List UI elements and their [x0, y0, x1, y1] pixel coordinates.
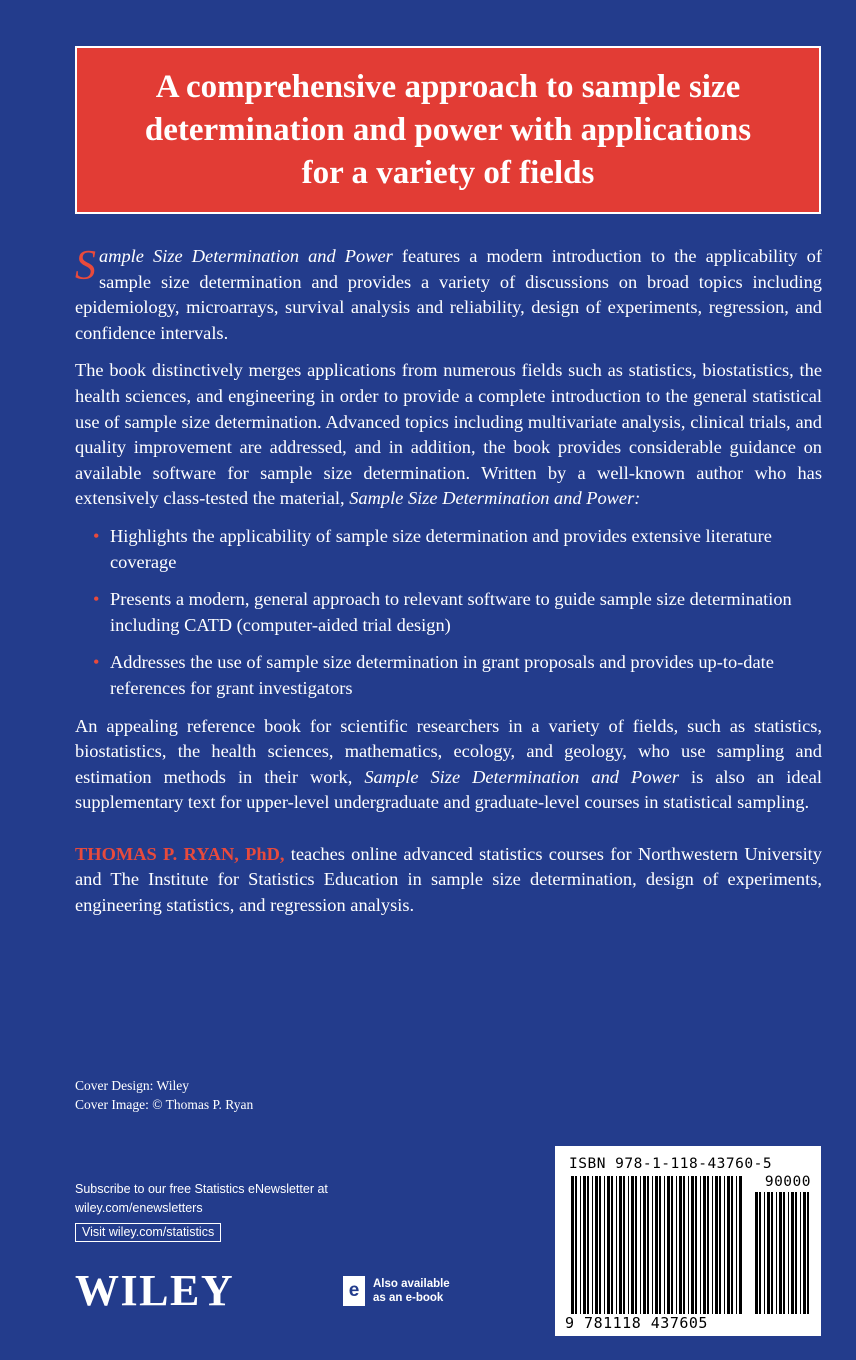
author-bio: teaches online advanced statistics courses for Northwestern University and The Institute for Statistics Education in sample size determination, design of experiments, engineering statistics, and regression analysis.	[75, 843, 822, 916]
barcode-bar	[719, 1176, 721, 1314]
list-item-text: Presents a modern, general approach to relevant software to guide sample size determination including CATD (computer-aided trial design)	[110, 589, 792, 635]
list-item	[93, 524, 822, 575]
barcode-bar	[759, 1192, 761, 1314]
barcode-bar	[599, 1176, 601, 1314]
barcode-bar	[655, 1176, 658, 1314]
barcode-bar	[671, 1176, 673, 1314]
barcode-bar	[795, 1192, 797, 1314]
merge-text: The book distinctively merges applications from numerous fields such as statistics, biostatistics, the health sciences, and engineering in order to provide a complete introduction to the general statistical use of sample size determination. Advanced topics including multivariate analysis, clinical trials, and quality improvement are addressed, and in addition, the book provides considerable guidance on available software for sample size determination. Written by a well-known author who has extensively class-tested the material,	[75, 360, 822, 509]
newsletter-link[interactable]: wiley.com/enewsletters	[75, 1201, 203, 1215]
barcode-bar	[727, 1176, 730, 1314]
barcode-addon-icon	[755, 1192, 813, 1314]
description-body	[75, 244, 822, 931]
barcode-main-icon	[571, 1176, 743, 1314]
barcode-bar	[771, 1192, 773, 1314]
barcode-bar	[803, 1192, 806, 1314]
ean-digits: 9 781118 437605	[565, 1314, 708, 1332]
intro-text: features a modern introduction to the applicability of sample size determination and provides a variety of discussions on broad topics including epidemiology, microarrays, survival analysis and reliability, design of experiments, regression, and confidence intervals.	[75, 246, 822, 343]
barcode-bar	[707, 1176, 709, 1314]
barcode-bar	[731, 1176, 733, 1314]
headline-text	[98, 66, 798, 195]
list-item-text: Addresses the use of sample size determination in grant proposals and provides up-to-date references for grant investigators	[110, 652, 774, 698]
isbn-text: ISBN 978-1-118-43760-5	[569, 1156, 773, 1172]
barcode-bar	[623, 1176, 625, 1314]
barcode-bar	[647, 1176, 649, 1314]
barcode-bar	[691, 1176, 694, 1314]
barcode-bar	[779, 1192, 782, 1314]
ebook-badge	[343, 1276, 450, 1306]
barcode-bar	[683, 1176, 685, 1314]
barcode-bar	[643, 1176, 646, 1314]
barcode-bar	[659, 1176, 661, 1314]
list-item-text: Highlights the applicability of sample size determination and provides extensive literature coverage	[110, 525, 772, 572]
cover-design-credit: Cover Design: Wiley	[75, 1078, 189, 1093]
barcode-bar	[619, 1176, 622, 1314]
barcode-bar	[776, 1192, 777, 1314]
barcode-bar	[595, 1176, 598, 1314]
headline-line: A comprehensive approach to sample size	[155, 68, 741, 105]
barcode-bar	[712, 1176, 713, 1314]
barcode-bar	[611, 1176, 613, 1314]
barcode-bar	[724, 1176, 725, 1314]
barcode-bar	[800, 1192, 801, 1314]
barcode-bar	[592, 1176, 593, 1314]
barcode-bar	[571, 1176, 574, 1314]
barcode-bar	[667, 1176, 670, 1314]
appeal-text: An appealing reference book for scientific researchers in a variety of fields, such as statistics, biostatistics, the health sciences, mathematics, ecology, and geology, who use sampling and estimation methods in their work,	[75, 715, 822, 787]
barcode-bar	[640, 1176, 641, 1314]
barcode-bar	[580, 1176, 581, 1314]
barcode-bar	[616, 1176, 617, 1314]
barcode-bar	[676, 1176, 677, 1314]
ebook-icon: e	[343, 1276, 365, 1306]
barcode-bar	[688, 1176, 689, 1314]
barcode-panel	[555, 1146, 821, 1336]
barcode-bar	[783, 1192, 785, 1314]
barcode-bar	[631, 1176, 634, 1314]
barcode-bar	[652, 1176, 653, 1314]
author-name: THOMAS P. RYAN, PhD,	[75, 843, 285, 864]
ebook-line: Also available	[373, 1278, 450, 1290]
book-title-italic: Sample Size Determination and Power:	[349, 488, 641, 509]
barcode-bar	[635, 1176, 637, 1314]
book-title-italic: Sample Size Determination and Power	[364, 766, 679, 787]
bullet-icon: •	[93, 525, 100, 546]
barcode-bar	[788, 1192, 789, 1314]
barcode-bar	[736, 1176, 737, 1314]
drop-cap: S	[75, 243, 96, 289]
author-paragraph	[75, 842, 822, 919]
ebook-text	[373, 1277, 450, 1305]
barcode-bar	[679, 1176, 682, 1314]
barcode-bar	[587, 1176, 589, 1314]
headline-line: determination and power with applications	[144, 111, 752, 148]
book-title-italic: ample Size Determination and Power	[99, 246, 393, 266]
barcode-bar	[791, 1192, 794, 1314]
barcode-bar	[807, 1192, 809, 1314]
cover-image-credit: Cover Image: © Thomas P. Ryan	[75, 1097, 254, 1112]
barcode-bar	[703, 1176, 706, 1314]
appeal-rest: is also an ideal supplementary text for upper-level undergraduate and graduate-level courses in statistical sampling.	[75, 766, 822, 813]
intro-paragraph	[75, 244, 822, 346]
barcode-bar	[715, 1176, 718, 1314]
newsletter-block	[75, 1180, 328, 1242]
list-item	[93, 587, 822, 638]
merge-paragraph	[75, 358, 822, 512]
headline-banner	[75, 46, 821, 214]
price-code: 90000	[764, 1174, 811, 1190]
barcode-bar	[604, 1176, 605, 1314]
bullet-icon: •	[93, 589, 100, 610]
barcode-bar	[755, 1192, 758, 1314]
visit-link[interactable]: Visit wiley.com/statistics	[75, 1223, 221, 1242]
barcode-bar	[575, 1176, 577, 1314]
feature-list	[75, 524, 822, 702]
bullet-icon: •	[93, 652, 100, 673]
ebook-line: as an e-book	[373, 1292, 444, 1304]
barcode-bar	[695, 1176, 697, 1314]
barcode-bar	[628, 1176, 629, 1314]
barcode-bar	[739, 1176, 742, 1314]
wiley-logo: WILEY	[75, 1266, 235, 1315]
list-item	[93, 650, 822, 701]
barcode-bar	[764, 1192, 765, 1314]
barcode-bar	[767, 1192, 770, 1314]
appeal-paragraph	[75, 714, 822, 816]
cover-credits	[75, 1076, 253, 1114]
newsletter-text: Subscribe to our free Statistics eNewsletter at	[75, 1182, 328, 1196]
barcode-bar	[583, 1176, 586, 1314]
barcode-bar	[607, 1176, 610, 1314]
barcode-bar	[664, 1176, 665, 1314]
headline-line: for a variety of fields	[301, 154, 595, 191]
barcode-bar	[700, 1176, 701, 1314]
